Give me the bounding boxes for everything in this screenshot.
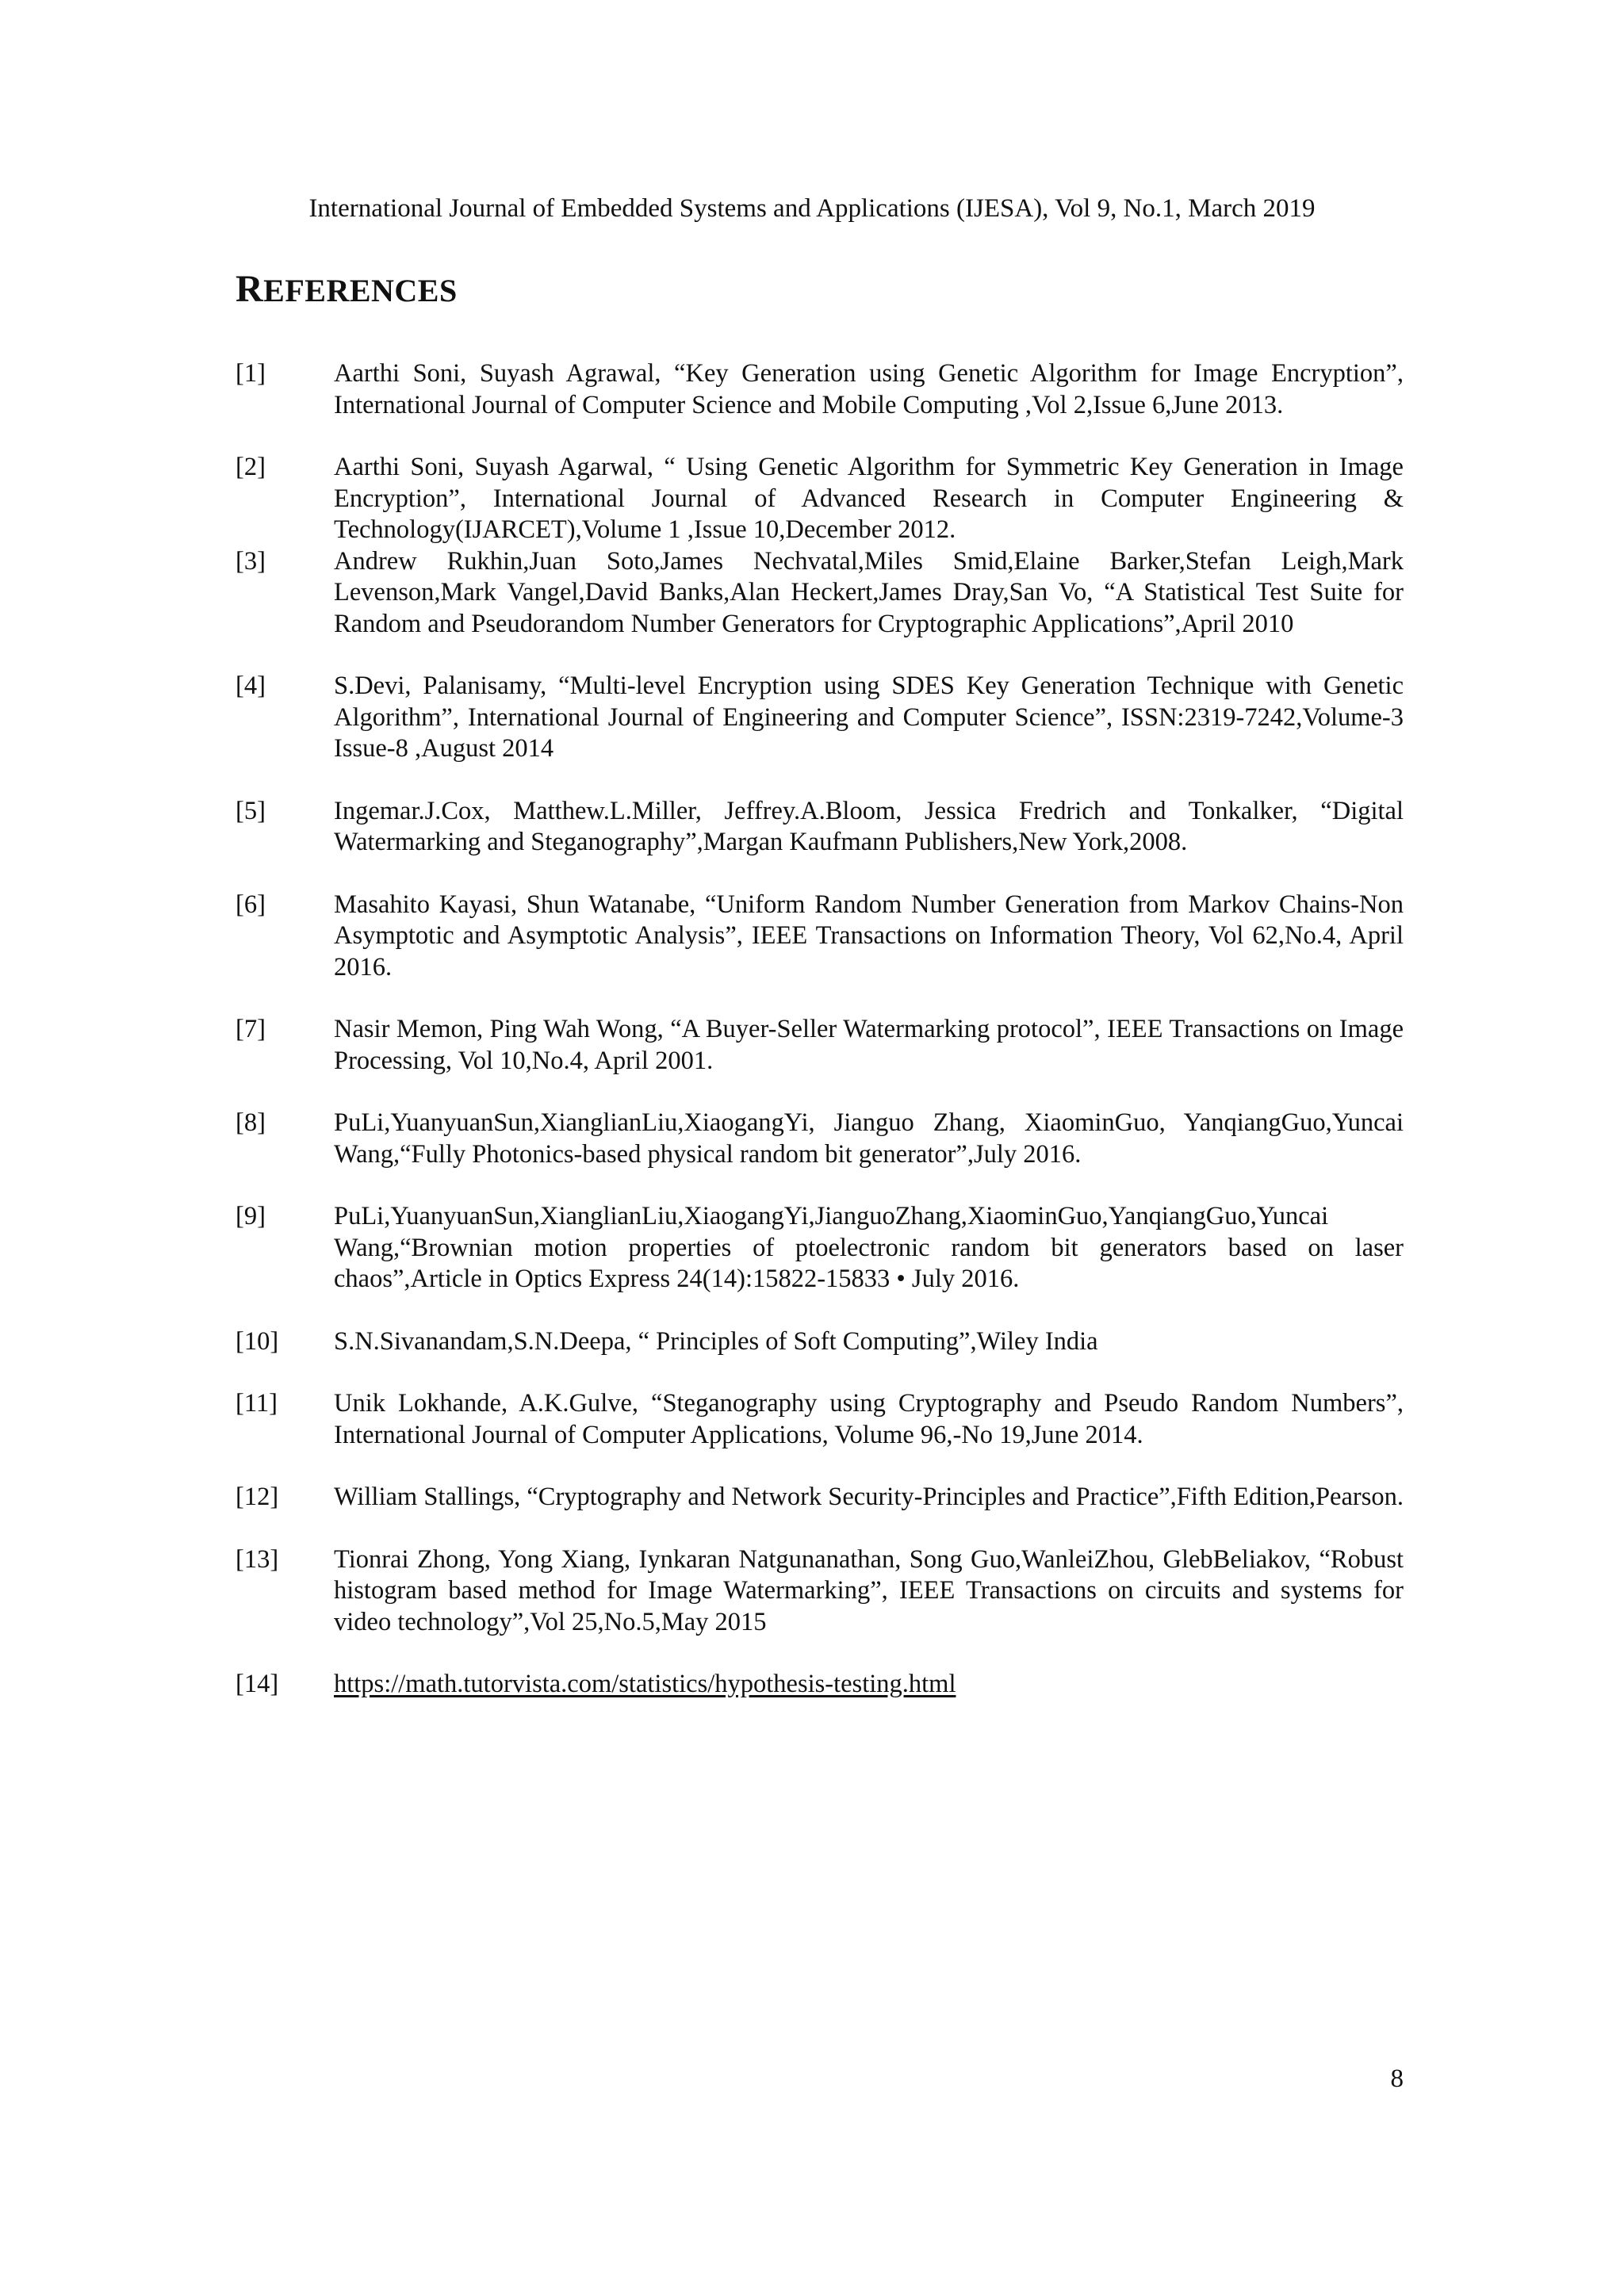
reference-number: [2] — [236, 453, 266, 481]
reference-item-5 — [236, 796, 1404, 859]
reference-text: William Stallings, “Cryptography and Network Security-Principles and Practice”,Fifth Edition,Pearson. — [334, 1483, 1404, 1511]
running-header: International Journal of Embedded Systems and Applications (IJESA), Vol 9, No.1, March 2019 — [308, 194, 1316, 223]
reference-item-4 — [236, 671, 1404, 765]
reference-text: Ingemar.J.Cox, Matthew.L.Miller, Jeffrey.A.Bloom, Jessica Fredrich and Tonkalker, “Digital Watermarking and Steganography”,Margan Kaufmann Publishers,New York,2008. — [334, 796, 1404, 856]
reference-item-14 — [236, 1669, 1404, 1701]
references-heading-initial: R — [236, 268, 264, 310]
reference-text: Aarthi Soni, Suyash Agrawal, “Key Generation using Genetic Algorithm for Image Encryption”, International Journal of Computer Science and Mobile Computing ,Vol 2,Issue 6,June 2013. — [334, 359, 1404, 419]
reference-number: [11] — [236, 1389, 278, 1418]
references-heading-rest: EFERENCES — [263, 273, 458, 308]
reference-text: Masahito Kayasi, Shun Watanabe, “Uniform Random Number Generation from Markov Chains-Non Asymptotic and Asymptotic Analysis”, IEEE Transactions on Information Theory, Vol 62,No.4, April 2016. — [334, 890, 1404, 982]
reference-number: [14] — [236, 1670, 279, 1698]
reference-number: [7] — [236, 1015, 266, 1043]
references-heading — [236, 270, 458, 311]
reference-item-3 — [236, 546, 1404, 641]
reference-number: [5] — [236, 796, 266, 825]
reference-text: Unik Lokhande, A.K.Gulve, “Steganography using Cryptography and Pseudo Random Numbers”, International Journal of Computer Applications, Volume 96,-No 19,June 2014. — [334, 1389, 1404, 1449]
reference-number: [13] — [236, 1544, 279, 1574]
reference-text: S.N.Sivanandam,S.N.Deepa, “ Principles of Soft Computing”,Wiley India — [334, 1326, 1098, 1356]
reference-text: S.Devi, Palanisamy, “Multi-level Encryption using SDES Key Generation Technique with Genetic Algorithm”, International Journal of Engineering and Computer Science”, ISSN:2319-7242,Volume-3 Issue-8 ,August 2014 — [334, 672, 1404, 763]
reference-item-12 — [236, 1482, 1404, 1513]
reference-item-9 — [236, 1201, 1404, 1295]
reference-link[interactable]: https://math.tutorvista.com/statistics/hypothesis-testing.html — [334, 1670, 956, 1698]
reference-number: [6] — [236, 890, 266, 919]
reference-item-2 — [236, 452, 1404, 546]
reference-text: Nasir Memon, Ping Wah Wong, “A Buyer-Seller Watermarking protocol”, IEEE Transactions on Image Processing, Vol 10,No.4, April 2001. — [334, 1015, 1404, 1075]
reference-item-11 — [236, 1388, 1404, 1451]
reference-number: [8] — [236, 1108, 266, 1137]
reference-item-7 — [236, 1014, 1404, 1077]
reference-text: Aarthi Soni, Suyash Agarwal, “ Using Genetic Algorithm for Symmetric Key Generation in Image Encryption”, International Journal of Advanced Research in Computer Engineering & Technology(IJARCET),Volume 1 ,Issue 10,December 2012. — [334, 453, 1404, 544]
reference-item-6 — [236, 890, 1404, 984]
reference-text — [334, 1669, 1404, 1701]
reference-text: Andrew Rukhin,Juan Soto,James Nechvatal,Miles Smid,Elaine Barker,Stefan Leigh,Mark Levenson,Mark Vangel,David Banks,Alan Heckert,James Dray,San Vo, “A Statistical Test Suite for Random and Pseudorandom Number Generators for Cryptographic Applications”,April 2010 — [334, 546, 1404, 638]
reference-text: Tionrai Zhong, Yong Xiang, Iynkaran Natgunanathan, Song Guo,WanleiZhou, GlebBeliakov, “Robust histogram based method for Image Watermarking”, IEEE Transactions on circuits and systems for video technology”,Vol 25,No.5,May 2015 — [334, 1544, 1404, 1636]
reference-item-13 — [236, 1544, 1404, 1639]
reference-number: [4] — [236, 672, 266, 700]
reference-list — [236, 358, 1404, 1732]
reference-text: PuLi,YuanyuanSun,XianglianLiu,XiaogangYi, Jianguo Zhang, XiaominGuo, YanqiangGuo,Yuncai Wang,“Fully Photonics-based physical random bit generator”,July 2016. — [334, 1108, 1404, 1169]
reference-number: [10] — [236, 1326, 279, 1356]
page-number: 8 — [1390, 2064, 1404, 2093]
reference-number: [3] — [236, 546, 266, 576]
reference-item-10 — [236, 1326, 1404, 1358]
reference-item-1 — [236, 358, 1404, 421]
reference-number: [12] — [236, 1483, 279, 1511]
reference-item-8 — [236, 1108, 1404, 1170]
reference-number: [1] — [236, 359, 266, 388]
reference-text: PuLi,YuanyuanSun,XianglianLiu,XiaogangYi,JianguoZhang,XiaominGuo,YanqiangGuo,Yuncai Wang,“Brownian motion properties of ptoelectronic random bit generators based on laser chaos”,Article in Optics Express 24(14):15822-15833 • July 2016. — [334, 1202, 1404, 1293]
reference-number: [9] — [236, 1202, 266, 1230]
